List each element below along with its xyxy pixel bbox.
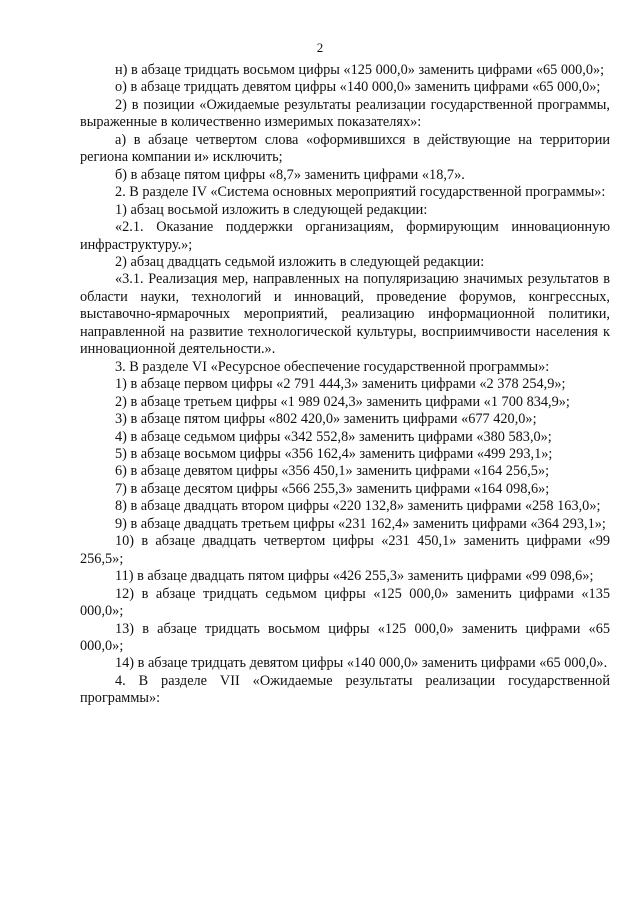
paragraph-item-o: о) в абзаце тридцать девятом цифры «140 000,0» заменить цифрами «65 000,0»; — [115, 79, 601, 96]
list-item-9: 9) в абзаце двадцать третьем цифры «231 162,4» заменить цифрами «364 293,1»; — [115, 515, 606, 532]
section-heading-vi: 3. В разделе VI «Ресурсное обеспечение государственной программы»: — [115, 358, 550, 375]
list-item-8: 8) в абзаце двадцать втором цифры «220 132,8» заменить цифрами «258 163,0»; — [115, 498, 601, 515]
list-item-3: 3) в абзаце пятом цифры «802 420,0» заменить цифрами «677 420,0»; — [115, 411, 537, 428]
quote-2-1: «2.1. Оказание поддержки организациям, формирующим инновационную инфраструктуру.»; — [80, 219, 610, 253]
list-item-11: 11) в абзаце двадцать пятом цифры «426 255,3» заменить цифрами «99 098,6»; — [115, 568, 594, 585]
quote-3-1: «3.1. Реализация мер, направленных на популяризацию значимых результатов в области науки, технологий и инноваций, проведение форумов, конгрессных, выставочно-ярмарочных мероприятий, реализацию информационной политики, направленной на развитие технологической культуры, восприимчивости населения к инновационной деятельности.». — [80, 271, 610, 358]
list-item-6: 6) в абзаце девятом цифры «356 450,1» заменить цифрами «164 256,5»; — [115, 463, 550, 480]
paragraph-abzac-eight: 1) абзац восьмой изложить в следующей редакции: — [115, 201, 428, 218]
list-item-12: 12) в абзаце тридцать седьмом цифры «125 000,0» заменить цифрами «135 000,0»; — [80, 585, 610, 620]
list-item-14: 14) в абзаце тридцать девятом цифры «140 000,0» заменить цифрами «65 000,0». — [115, 655, 608, 672]
list-item-7: 7) в абзаце десятом цифры «566 255,3» заменить цифрами «164 098,6»; — [115, 480, 550, 497]
list-item-5: 5) в абзаце восьмом цифры «356 162,4» заменить цифрами «499 293,1»; — [115, 445, 553, 462]
paragraph-item-b: б) в абзаце пятом цифры «8,7» заменить цифрами «18,7». — [115, 166, 465, 183]
paragraph-item-n: н) в абзаце тридцать восьмом цифры «125 000,0» заменить цифрами «65 000,0»; — [115, 62, 605, 78]
paragraph-expected-results-position: 2) в позиции «Ожидаемые результаты реализации государственной программы, выраженные в количественно измеримых показателях»: — [80, 96, 610, 131]
list-item-4: 4) в абзаце седьмом цифры «342 552,8» заменить цифрами «380 583,0»; — [115, 428, 552, 445]
list-item-1: 1) в абзаце первом цифры «2 791 444,3» заменить цифрами «2 378 254,9»; — [115, 376, 566, 393]
paragraph-abzac-twenty-seven: 2) абзац двадцать седьмой изложить в следующей редакции: — [115, 253, 485, 270]
list-item-10: 10) в абзаце двадцать четвертом цифры «231 450,1» заменить цифрами «99 256,5»; — [80, 533, 610, 567]
list-item-2: 2) в абзаце третьем цифры «1 989 024,3» заменить цифрами «1 700 834,9»; — [115, 393, 570, 410]
section-heading-vii: 4. В разделе VII «Ожидаемые результаты реализации государственной программы»: — [80, 672, 610, 707]
paragraph-item-a: а) в абзаце четвертом слова «оформившихся в действующие на территории региона компании и» исключить; — [80, 131, 610, 166]
page-number: 2 — [316, 40, 324, 55]
list-item-13: 13) в абзаце тридцать восьмом цифры «125 000,0» заменить цифрами «65 000,0»; — [80, 620, 610, 654]
document-body — [80, 62, 610, 708]
section-heading-iv: 2. В разделе IV «Система основных мероприятий государственной программы»: — [115, 184, 606, 201]
